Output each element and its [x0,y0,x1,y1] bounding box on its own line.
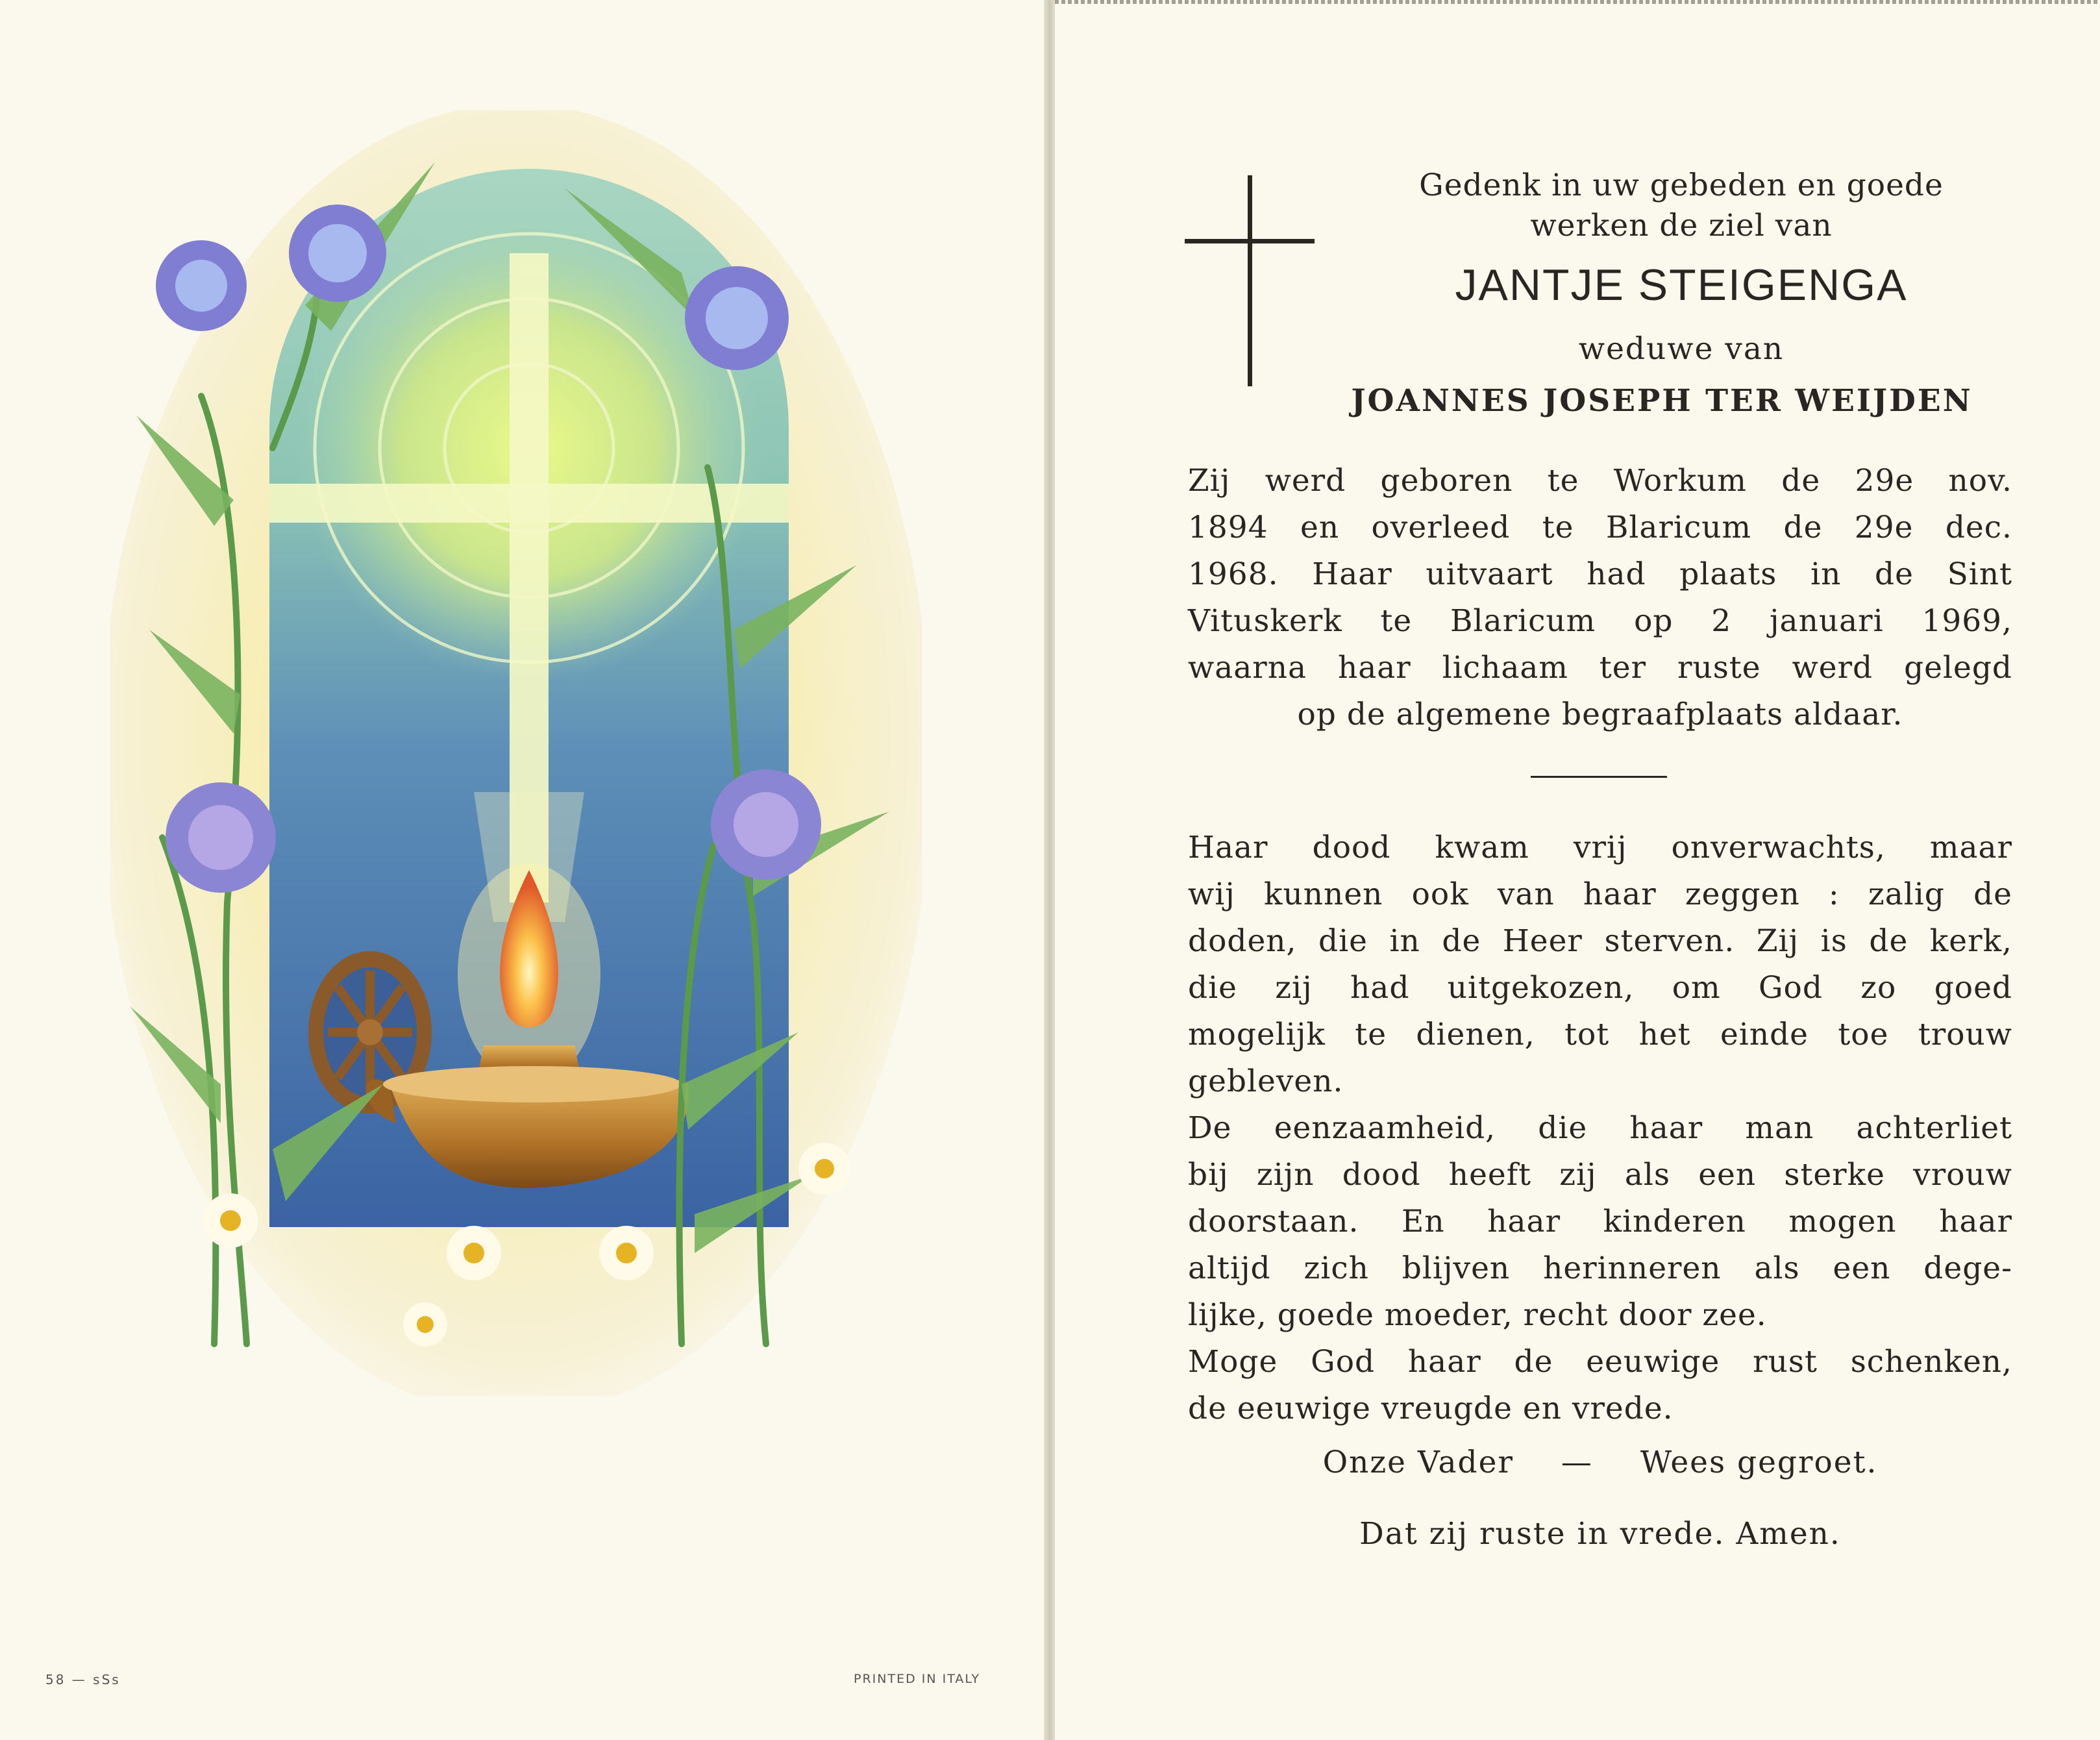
text-line: 1894 en overleed te Blaricum de 29e dec. [1188,510,2012,545]
text-line: Zij werd geboren te Workum de 29e nov. [1188,463,2012,499]
text-line: bij zijn dood heeft zij als een sterke vrouw [1188,1157,2012,1193]
prayer-dash: — [1561,1445,1593,1480]
text-line: 1968. Haar uitvaart had plaats in de Sint [1188,556,2012,592]
text-line: Vituskerk te Blaricum op 2 januari 1969, [1188,603,2012,639]
text-line: De eenzaamheid, die haar man achterliet [1188,1110,2012,1146]
prayer-line [1188,1445,2012,1480]
husband-name: JOANNES JOSEPH TER WEIJDEN [1351,383,1973,419]
intro-line: werken de ziel van [1530,208,1833,243]
devotional-illustration [110,110,922,1396]
printer-note: PRINTED IN ITALY [853,1672,980,1686]
text-line: mogelijk te dienen, tot het einde toe trouw [1188,1017,2012,1052]
widow-of-label: weduwe van [1578,331,1785,367]
prayer-hail-mary: Wees gegroet. [1640,1445,1878,1480]
text-line: gebleven. [1188,1063,1344,1099]
tribute-paragraph [1188,825,2012,1432]
section-divider [1531,776,1667,778]
text-line: lijke, goede moeder, recht door zee. [1188,1297,1767,1333]
intro-line: Gedenk in uw gebeden en goede [1419,168,1944,203]
deceased-name: JANTJE STEIGENGA [1455,260,1908,310]
text-line: doden, die in de Heer sterven. Zij is de kerk, [1188,923,2012,959]
card-code: 58 — sSs [45,1672,121,1687]
perforated-edge [1055,0,2100,4]
biography-paragraph [1188,458,2012,738]
text-line: wij kunnen ook van haar zeggen : zalig de [1188,876,2012,912]
text-line: Moge God haar de eeuwige rust schenken, [1188,1344,2012,1380]
cross-icon [1185,175,1315,390]
text-line: Haar dood kwam vrij onverwachts, maar [1188,830,2012,865]
text-line: doorstaan. En haar kinderen mogen haar [1188,1204,2012,1239]
text-line: de eeuwige vreugde en vrede. [1188,1391,1674,1426]
intro-text [1337,166,2025,246]
text-line: altijd zich blijven herinneren als een dege- [1188,1250,2012,1286]
memorial-card-front [0,0,1045,1740]
illustration-svg [110,110,922,1396]
closing-line: Dat zij ruste in vrede. Amen. [1359,1516,1841,1552]
prayer-our-father: Onze Vader [1322,1445,1514,1480]
text-line: waarna haar lichaam ter ruste werd gelegd [1188,650,2012,686]
text-line: die zij had uitgekozen, om God zo goed [1188,970,2012,1006]
text-line: op de algemene begraafplaats aldaar. [1297,697,1903,732]
